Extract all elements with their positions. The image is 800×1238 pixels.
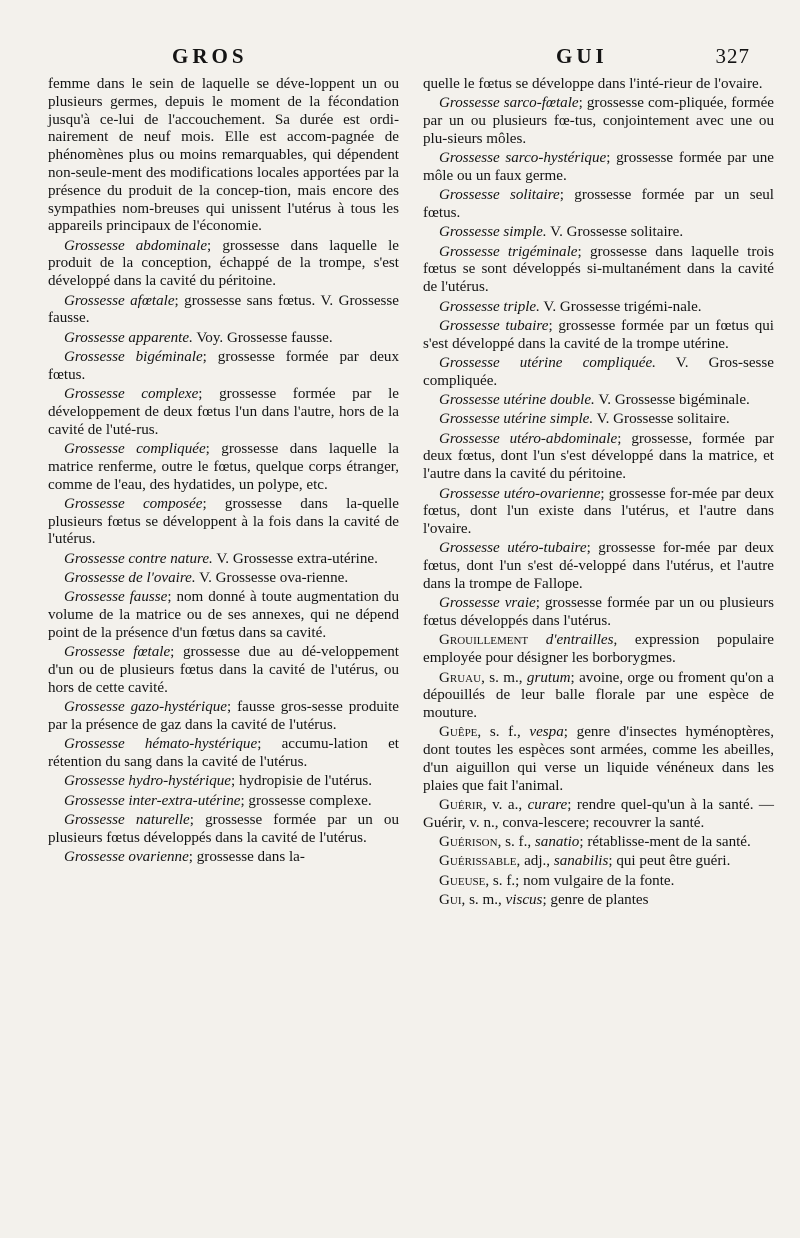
entry-definition: V. Gros-sesse compliquée. <box>423 354 774 389</box>
entry-term: Grossesse utéro-tubaire <box>439 540 587 557</box>
left-column <box>48 76 399 911</box>
dictionary-entry <box>423 486 774 539</box>
entry-term: Grossesse abdominale <box>64 237 208 254</box>
entry-definition: ; grossesse dans la- <box>188 848 305 865</box>
entry-headword: Guêpe <box>439 724 478 741</box>
entry-term: Grossesse simple. <box>439 224 547 241</box>
entry-definition: ; grossesse formée par un fœtus qui s'est développé dans la cavité de la trompe utérine. <box>423 317 774 352</box>
dictionary-entry <box>48 293 399 329</box>
running-header <box>48 40 778 76</box>
right-column <box>423 76 774 911</box>
entry-definition: ; grossesse sans fœtus. V. Grossesse fausse. <box>48 292 399 327</box>
entry-term: Grossesse complexe <box>64 386 199 403</box>
entry-definition: ; grossesse dans la-quelle plusieurs fœtus se développent à la fois dans la cavité de l'utérus. <box>48 495 399 548</box>
dictionary-entry <box>48 589 399 642</box>
dictionary-entry <box>423 797 774 833</box>
entry-definition: ; grossesse for-mée par deux fœtus, dont l'un s'est dé-veloppé dans l'utérus, et l'autre dans la trompe de Fallope. <box>423 540 774 593</box>
entry-definition: ; grossesse formée par deux fœtus. <box>48 348 399 383</box>
entry-headword: Guérison <box>439 834 498 851</box>
entry-term: Grossesse contre nature. <box>64 550 213 567</box>
page-number: 327 <box>715 44 750 68</box>
entry-latin-term: vespa <box>529 724 564 741</box>
dictionary-entry <box>423 318 774 354</box>
dictionary-entry <box>48 699 399 735</box>
dictionary-entry <box>423 411 774 429</box>
entry-term: Grossesse naturelle <box>64 811 190 828</box>
entry-term: Grossesse utérine compliquée. <box>439 354 656 371</box>
dictionary-entry <box>423 76 774 94</box>
entry-definition: V. Grossesse extra-utérine. <box>212 550 378 567</box>
entry-definition: ; grossesse com-pliquée, formée par un ou plusieurs fœ-tus, conjointement avec une ou plu-sieurs môles. <box>423 95 774 147</box>
entry-definition: ; fausse gros-sesse produite par la présence de gaz dans la cavité de l'utérus. <box>48 699 400 733</box>
entry-term: d'entrailles <box>528 632 614 649</box>
dictionary-entry <box>48 736 399 772</box>
entry-term: Grossesse utérine simple. <box>439 411 594 428</box>
entry-definition: ; accumu-lation et rétention du sang dans la cavité de l'utérus. <box>48 736 399 770</box>
entry-latin-term: viscus <box>505 892 543 909</box>
dictionary-entry <box>423 540 774 593</box>
dictionary-entry <box>48 793 399 811</box>
entry-definition: ; genre de plantes <box>542 892 649 909</box>
entry-definition: ; grossesse for-mée par deux fœtus, dont l'un existe dans l'utérus, et l'autre dans l'ovaire. <box>423 485 774 538</box>
entry-definition: ; grossesse formée par le développement de deux fœtus l'un dans l'autre, hors de la cavité de l'uté-rus. <box>48 386 399 438</box>
dictionary-entry <box>423 670 774 723</box>
dictionary-entry <box>48 644 399 697</box>
dictionary-entry <box>423 150 774 186</box>
entry-grammar: , s. m., <box>461 892 506 909</box>
dictionary-entry <box>423 834 774 852</box>
entry-term: Grossesse hémato-hystérique <box>64 736 258 753</box>
dictionary-entry <box>48 441 399 494</box>
entry-definition: ; avoine, orge ou froment qu'on a dépouillés de leur balle florale par une espèce de mouture. <box>423 669 775 722</box>
dictionary-entry <box>48 386 399 439</box>
entry-term: Grossesse apparente. <box>64 329 193 346</box>
entry-term: Grossesse bigéminale <box>64 348 203 365</box>
dictionary-entry <box>423 724 774 795</box>
entry-term: Grossesse inter-extra-utérine <box>64 792 241 809</box>
entry-headword: Guérissable <box>439 853 517 870</box>
dictionary-entry <box>48 496 399 549</box>
entry-definition: ; grossesse, formée par deux fœtus, dont l'un s'est développé dans la matrice, et l'autre dans la cavité du péritoine. <box>423 430 774 483</box>
entry-term: Grossesse trigéminale <box>439 243 578 260</box>
entry-term: Grossesse vraie <box>439 595 536 612</box>
dictionary-entry <box>48 330 399 348</box>
entry-definition: ; hydropisie de l'utérus. <box>230 773 373 790</box>
entry-definition: ; qui peut être guéri. <box>608 853 731 870</box>
entry-term: Grossesse utéro-ovarienne <box>439 485 601 502</box>
dictionary-entry <box>423 873 774 891</box>
dictionary-entry <box>48 570 399 588</box>
entry-headword: Gueuse <box>439 872 486 889</box>
dictionary-entry <box>423 224 774 242</box>
entry-term: Grossesse composée <box>64 495 203 512</box>
dictionary-entry <box>423 299 774 317</box>
entry-definition: ; grossesse formée par un ou plusieurs fœtus développés dans la cavité de l'utérus. <box>48 811 399 846</box>
entry-term: Grossesse sarco-hystérique <box>439 150 607 167</box>
entry-term: Grossesse de l'ovaire. <box>64 570 196 587</box>
entry-definition: V. Grossesse ova-rienne. <box>195 570 349 587</box>
entry-definition: Voy. Grossesse fausse. <box>192 329 333 346</box>
dictionary-entry <box>48 76 399 236</box>
entry-definition: V. Grossesse trigémi-nale. <box>539 298 702 315</box>
entry-definition: ; grossesse formée par une môle ou un faux germe. <box>423 150 775 184</box>
dictionary-entry <box>423 244 774 297</box>
entry-definition: V. Grossesse bigéminale. <box>594 392 750 409</box>
entry-definition: ; grossesse due au dé-veloppement d'un ou de plusieurs fœtus dans la cavité de l'utérus, ou hors de cette cavité. <box>48 644 400 696</box>
dictionary-entry <box>48 349 399 385</box>
entry-definition: ; grossesse dans laquelle la matrice renferme, outre le fœtus, quelque corps étranger, comme de l'eau, des hydatides, un polype, etc. <box>48 440 399 493</box>
text-columns <box>48 76 778 911</box>
dictionary-entry <box>423 632 774 668</box>
entry-term: Grossesse solitaire <box>439 187 560 204</box>
dictionary-entry <box>423 853 774 871</box>
entry-headword: Grouillement <box>439 632 529 649</box>
entry-latin-term: sanabilis <box>553 853 609 870</box>
entry-definition: quelle le fœtus se développe dans l'inté-rieur de l'ovaire. <box>423 76 763 92</box>
header-left-guide-word: GROS <box>172 44 248 68</box>
dictionary-entry <box>423 392 774 410</box>
dictionary-entry <box>48 812 399 848</box>
entry-latin-term: curare <box>527 797 568 814</box>
entry-definition: ; rétablisse-ment de la santé. <box>579 834 751 851</box>
dictionary-entry <box>423 431 774 484</box>
entry-definition: ; grossesse formée par un seul fœtus. <box>423 187 775 222</box>
header-right-guide-word: GUI <box>556 44 608 68</box>
entry-term: Grossesse compliquée <box>64 440 206 457</box>
entry-term: Grossesse tubaire <box>439 317 549 334</box>
entry-latin-term: sanatio <box>534 834 580 851</box>
dictionary-entry <box>48 773 399 791</box>
entry-grammar: , adj., <box>516 853 554 870</box>
entry-definition: ; genre d'insectes hyménoptères, dont toutes les espèces sont armées, comme les abeilles, d'un aiguillon qui verse un liquide vénéneux dans les plaies que fait l'animal. <box>423 724 774 794</box>
entry-term: Grossesse sarco-fœtale <box>439 95 579 112</box>
entry-term: Grossesse utérine double. <box>439 392 595 409</box>
entry-definition: ; grossesse formée par un ou plusieurs fœtus développés dans l'utérus. <box>423 595 774 630</box>
entry-definition: V. Grossesse solitaire. <box>546 224 684 241</box>
entry-headword: Gruau <box>439 669 482 686</box>
entry-latin-term: grutum <box>526 669 571 686</box>
entry-term: Grossesse hydro-hystérique <box>64 773 231 790</box>
entry-definition: ; rendre quel-qu'un à la santé. — Guérir, v. n., conva-lescere; recouvrer la santé. <box>423 797 774 831</box>
dictionary-entry <box>423 595 774 631</box>
dictionary-entry <box>48 238 399 291</box>
entry-term: Grossesse afœtale <box>64 292 175 309</box>
dictionary-entry <box>48 551 399 569</box>
dictionary-entry <box>423 892 774 910</box>
entry-grammar: , v. a., <box>482 797 528 814</box>
entry-term: Grossesse utéro-abdominale <box>439 430 618 447</box>
entry-term: Grossesse triple. <box>439 298 540 315</box>
entry-definition: V. Grossesse solitaire. <box>593 411 730 428</box>
dictionary-entry <box>423 95 774 148</box>
dictionary-entry <box>423 187 774 223</box>
entry-term: Grossesse gazo-hystérique <box>64 699 227 716</box>
entry-term: Grossesse fœtale <box>64 644 171 661</box>
entry-definition: femme dans le sein de laquelle se déve-loppent un ou plusieurs germes, depuis le moment de la fécondation jusqu'à ce-lui de l'accouchement. Sa durée est ordi-nairement de neuf mois. Elle est accom-pagnée de phénomènes plus ou moins remarquables, qui dépendent non-seule-ment des modifications locales apportées par la présence du produit de la concep-tion, mais encore des sympathies nom-breuses qui unissent l'utérus à tous les appareils principaux de l'économie. <box>48 76 399 235</box>
dictionary-entry <box>48 849 399 867</box>
entry-term: Grossesse ovarienne <box>64 848 189 865</box>
entry-grammar: , s. m., <box>481 669 527 686</box>
entry-definition: , expression populaire employée pour désigner les borborygmes. <box>423 632 774 667</box>
entry-grammar: , s. f., <box>477 724 530 741</box>
entry-headword: Gui <box>439 892 462 909</box>
entry-definition: ; nom donné à toute augmentation du volume de la matrice ou de ses annexes, qui ne dépend point de la présence d'un fœtus dans sa cavité. <box>48 589 399 641</box>
entry-term: Grossesse fausse <box>64 589 168 606</box>
entry-definition: ; grossesse complexe. <box>240 792 372 809</box>
entry-definition: , s. f.; nom vulgaire de la fonte. <box>485 872 675 889</box>
entry-definition: ; grossesse dans laquelle trois fœtus se sont développés si-multanément dans la cavité de l'utérus. <box>423 243 774 296</box>
entry-grammar: , s. f., <box>497 834 535 851</box>
entry-definition: ; grossesse dans laquelle le produit de la conception, échappé de la trompe, s'est développé dans la cavité du péritoine. <box>48 237 399 290</box>
entry-headword: Guérir <box>439 797 483 814</box>
dictionary-entry <box>423 355 774 391</box>
